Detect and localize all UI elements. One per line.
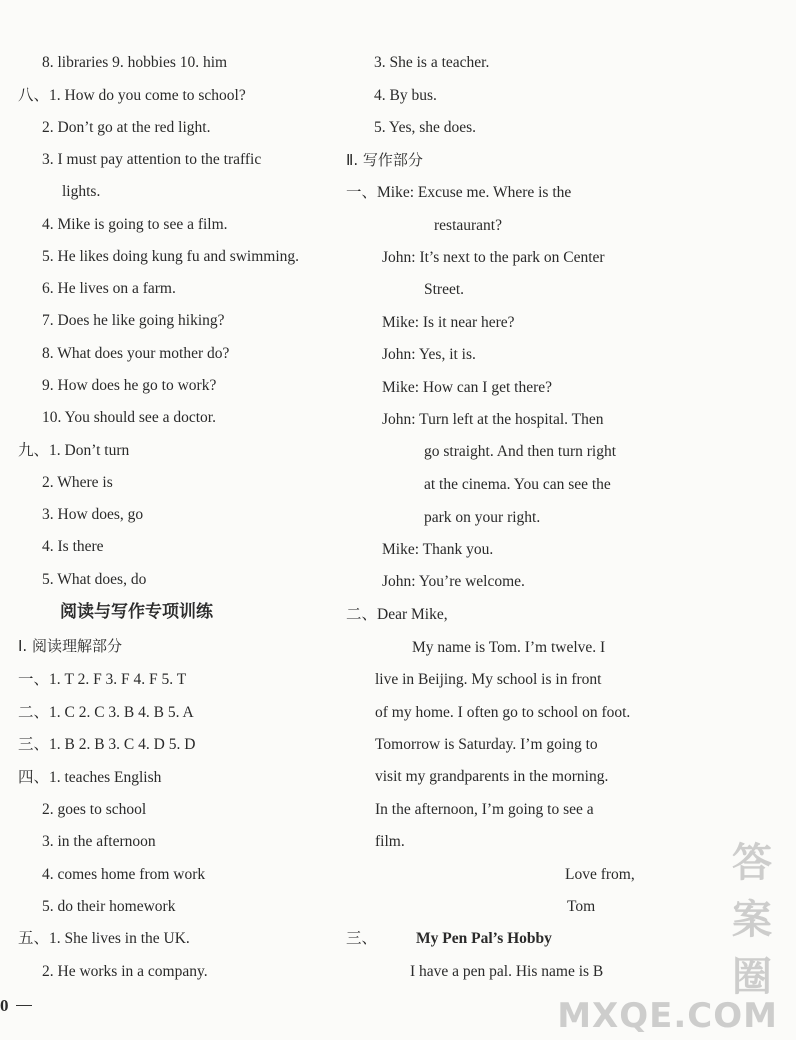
right-line: Tom xyxy=(567,898,596,915)
left-line: 7. Does he like going hiking? xyxy=(42,312,225,329)
left-line: 2. Where is xyxy=(42,474,113,491)
right-line: Mike: Thank you. xyxy=(382,541,494,558)
left-line: 8. What does your mother do? xyxy=(42,345,230,362)
right-line: John: Yes, it is. xyxy=(382,346,476,363)
right-line: 三、 xyxy=(346,930,378,947)
left-line: 一、1. T 2. F 3. F 4. F 5. T xyxy=(18,671,187,688)
left-line: lights. xyxy=(62,183,101,200)
left-line: 4. comes home from work xyxy=(42,866,206,883)
left-line: 八、1. How do you come to school? xyxy=(18,87,246,104)
right-line: I have a pen pal. His name is B xyxy=(410,963,604,980)
left-line: 九、1. Don’t turn xyxy=(18,442,130,459)
right-line: Tomorrow is Saturday. I’m going to xyxy=(375,736,598,753)
right-line: 4. By bus. xyxy=(374,87,437,104)
left-line: 3. I must pay attention to the traffic xyxy=(42,151,262,168)
left-line: 2. Don’t go at the red light. xyxy=(42,119,211,136)
left-line: 3. in the afternoon xyxy=(42,833,156,850)
left-line: 5. do their homework xyxy=(42,898,176,915)
right-line: My Pen Pal’s Hobby xyxy=(416,930,552,947)
right-line: My name is Tom. I’m twelve. I xyxy=(412,639,606,656)
right-line: visit my grandparents in the morning. xyxy=(375,768,609,785)
left-line: 9. How does he go to work? xyxy=(42,377,217,394)
left-line: 5. What does, do xyxy=(42,571,147,588)
right-line: 二、Dear Mike, xyxy=(346,606,448,623)
left-line: 5. He likes doing kung fu and swimming. xyxy=(42,248,300,265)
right-line: Love from, xyxy=(565,866,635,883)
right-line: Mike: Is it near here? xyxy=(382,314,515,331)
left-line: 3. How does, go xyxy=(42,506,144,523)
left-line: 10. You should see a doctor. xyxy=(42,409,216,426)
left-line: 阅读与写作专项训练 xyxy=(60,602,213,622)
page-number: 0 xyxy=(0,996,9,1015)
left-line: 四、1. teaches English xyxy=(18,769,162,786)
left-line: 4. Mike is going to see a film. xyxy=(42,216,228,233)
right-line: Mike: How can I get there? xyxy=(382,379,553,396)
right-line: go straight. And then turn right xyxy=(424,443,617,460)
left-line: 4. Is there xyxy=(42,538,104,555)
right-line: restaurant? xyxy=(434,217,502,234)
right-line: In the afternoon, I’m going to see a xyxy=(375,801,594,818)
page-number-dash xyxy=(16,1005,32,1006)
watermark-bottom: MXQE.COM xyxy=(557,996,778,1036)
right-line: John: Turn left at the hospital. Then xyxy=(382,411,604,428)
right-line: at the cinema. You can see the xyxy=(424,476,611,493)
left-line: 6. He lives on a farm. xyxy=(42,280,176,297)
right-line: of my home. I often go to school on foot. xyxy=(375,704,631,721)
right-line: film. xyxy=(375,833,405,850)
right-line: John: You’re welcome. xyxy=(382,573,525,590)
watermark-top: 答案圈 xyxy=(732,840,778,1000)
right-line: 5. Yes, she does. xyxy=(374,119,477,136)
left-line: 五、1. She lives in the UK. xyxy=(18,930,190,947)
left-line: 二、1. C 2. C 3. B 4. B 5. A xyxy=(18,704,194,721)
right-line: Street. xyxy=(424,281,465,298)
right-line: John: It’s next to the park on Center xyxy=(382,249,605,266)
right-line: live in Beijing. My school is in front xyxy=(375,671,602,688)
left-line: 8. libraries 9. hobbies 10. him xyxy=(42,54,228,71)
right-line: park on your right. xyxy=(424,509,541,526)
right-line: Ⅱ. 写作部分 xyxy=(346,151,423,169)
left-line: 2. He works in a company. xyxy=(42,963,208,980)
right-line: 3. She is a teacher. xyxy=(374,54,490,71)
left-line: 三、1. B 2. B 3. C 4. D 5. D xyxy=(18,736,196,753)
right-line: 一、Mike: Excuse me. Where is the xyxy=(346,184,572,201)
left-line: 2. goes to school xyxy=(42,801,147,818)
left-line: Ⅰ. 阅读理解部分 xyxy=(18,637,122,655)
